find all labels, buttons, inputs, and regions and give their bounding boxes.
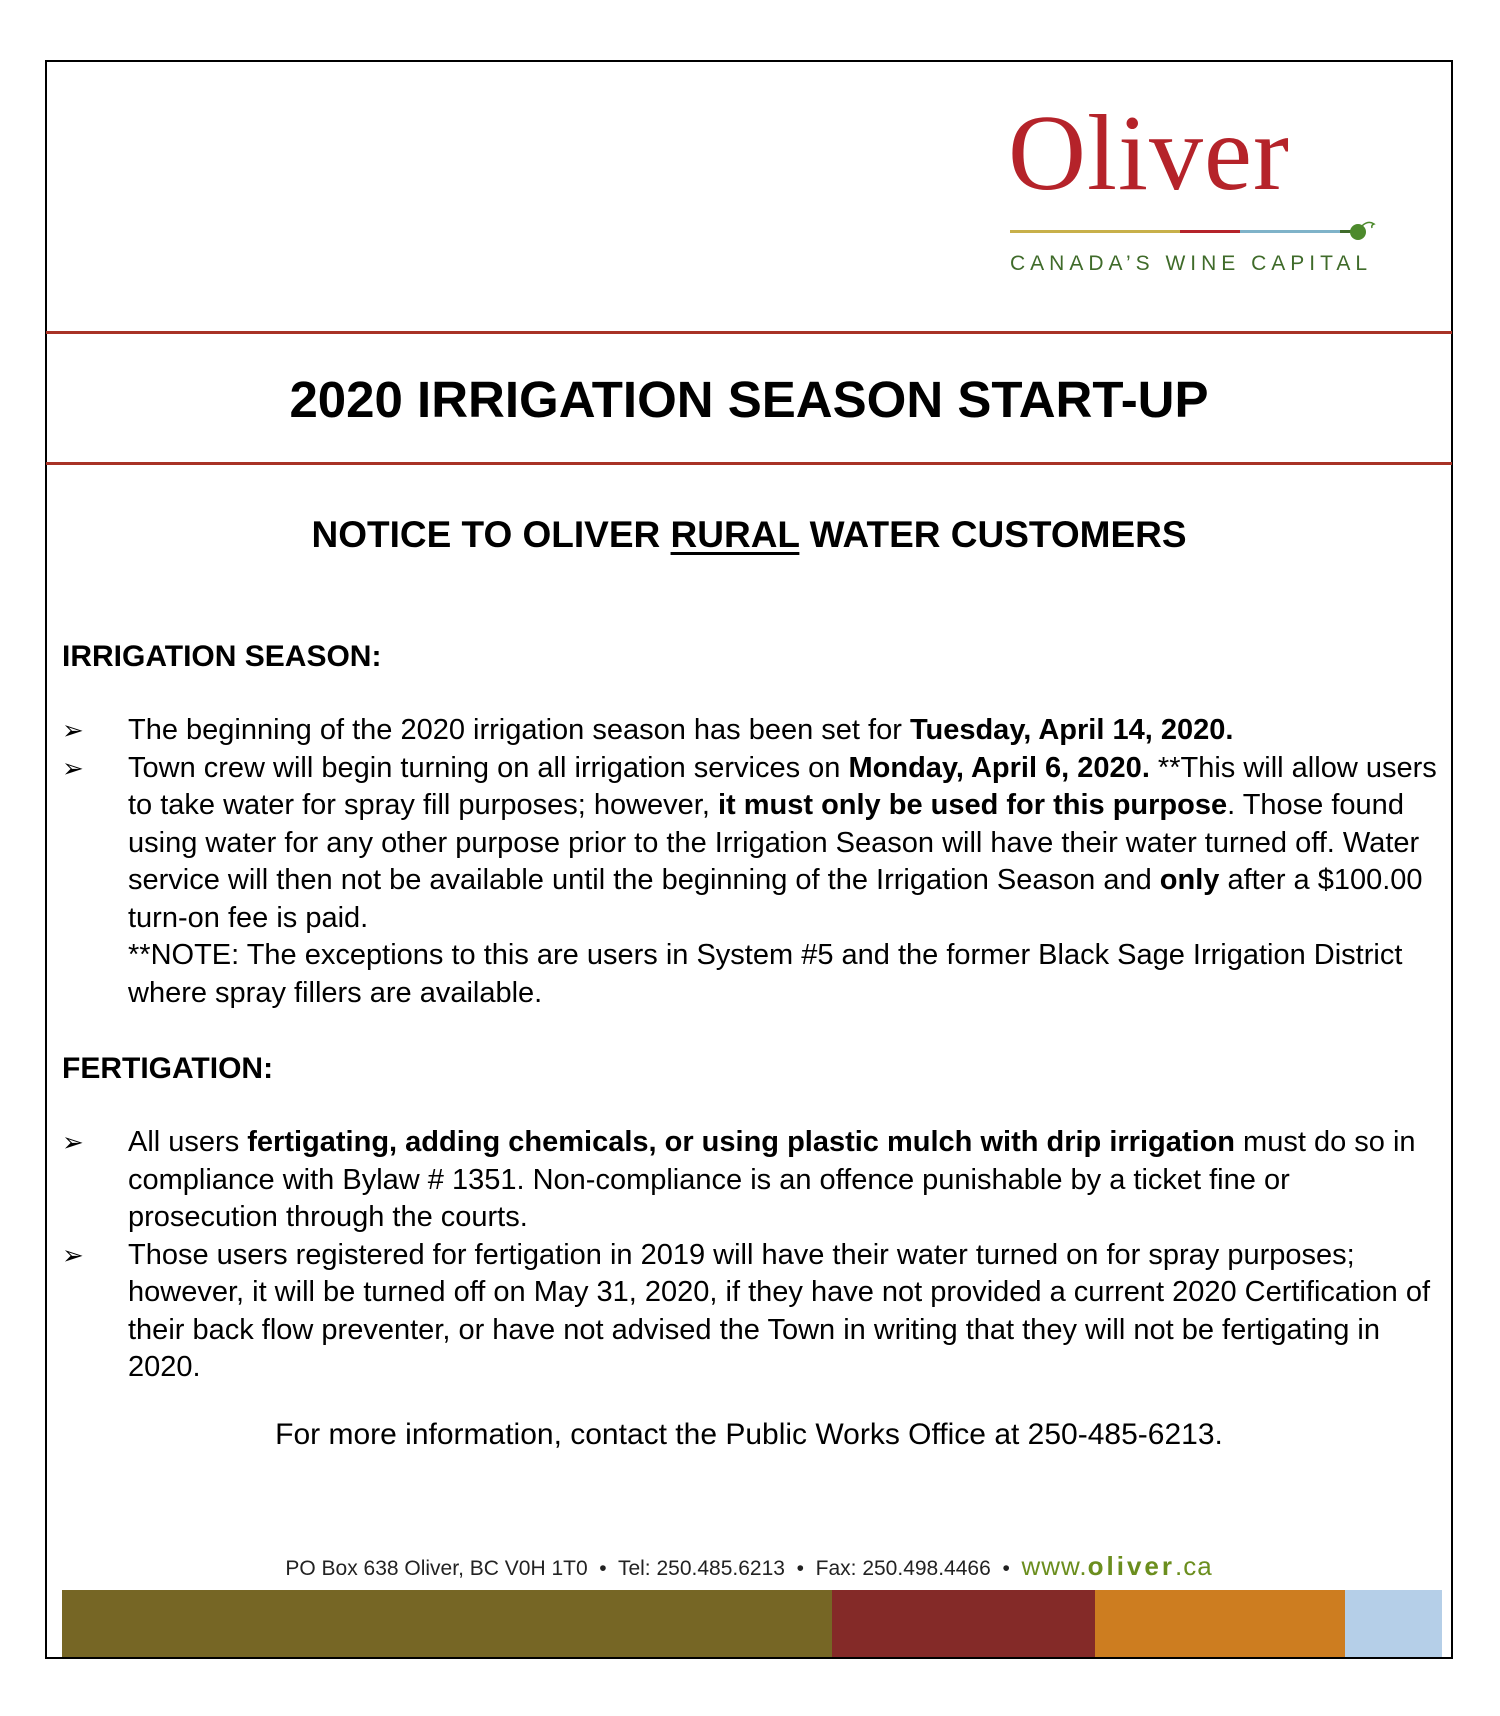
arrow-bullet-icon: ➢ [62,1127,84,1157]
footer-address: PO Box 638 Oliver, BC V0H 1T0 [285,1557,588,1580]
list-item: ➢ The beginning of the 2020 irrigation season has been set for Tuesday, April 14, 2020. [62,712,1442,750]
footer-color-bar-orange [1095,1590,1345,1657]
notice-underlined-word: RURAL [670,514,800,555]
exception-note: **NOTE: The exceptions to this are users in System #5 and the former Black Sage Irrigation District where spray fillers are available. [128,939,1403,1009]
footer-color-bar-maroon [832,1590,1095,1657]
footer-color-bar-olive [62,1590,832,1657]
contact-line: For more information, contact the Public Works Office at 250-485-6213. [275,1418,1223,1451]
oliver-logo [1008,94,1383,285]
logo-line-blue [1240,230,1340,233]
notice-suffix: WATER CUSTOMERS [799,514,1187,555]
header-divider-top [46,331,1452,334]
list-item: ➢ Town crew will begin turning on all irrigation services on Monday, April 6, 2020. **This will allow users to take water for spray fill purposes; however, it must only be used for this purpose. Those found using water for any other purpose prior to the Irrigation Season will have their water turned off. Water service will then not be available until the beginning of the Irrigation Season and only after a $100.00 turn-on fee is paid. **NOTE: The exceptions to this are users in System #5 and the former Black Sage Irrigation District where spray fillers are available. [62,750,1442,1013]
fertigation-list [62,1124,1442,1387]
arrow-bullet-icon: ➢ [62,752,84,783]
arrow-bullet-icon: ➢ [62,715,84,745]
page-title: 2020 IRRIGATION SEASON START-UP [289,371,1209,428]
logo-divider-line [1010,230,1360,233]
footer-separator: • [796,1557,804,1580]
website-link[interactable]: www.oliver.ca [1021,1551,1213,1581]
notice-prefix: NOTICE TO OLIVER [311,514,671,555]
fertigation-heading: FERTIGATION: [62,1052,274,1085]
arrow-bullet-icon: ➢ [62,1239,84,1270]
irrigation-heading: IRRIGATION SEASON: [62,640,382,673]
footer-separator: • [599,1557,607,1580]
list-item: ➢ All users fertigating, adding chemicals, or using plastic mulch with drip irrigation must do so in compliance with Bylaw # 1351. Non-compliance is an offence punishable by a ticket fine or prosecution through the courts. [62,1126,1416,1233]
header-divider-bottom [46,462,1452,465]
footer-address-line [46,1551,1452,1582]
logo-line-yellow [1010,230,1180,233]
list-item: ➢ Those users registered for fertigation in 2019 will have their water turned on for spray purposes; however, it will be turned off on May 31, 2020, if they have not provided a current 2020 Certification of their back flow preventer, or have not advised the Town in writing that they will not be fertigating in 2020. [62,1238,1431,1383]
footer-phone: Tel: 250.485.6213 [617,1557,785,1580]
notice-heading [46,514,1452,556]
footer-separator: • [1002,1557,1010,1580]
grape-leaf-icon [1348,218,1378,244]
logo-tagline: CANADA’S WINE CAPITAL [1010,252,1373,275]
footer-fax: Fax: 250.498.4466 [815,1557,991,1580]
footer-color-bar-blue [1345,1590,1442,1657]
logo-line-red [1180,230,1240,233]
logo-wordmark: Oliver [1008,94,1290,213]
irrigation-list [62,712,1442,1012]
